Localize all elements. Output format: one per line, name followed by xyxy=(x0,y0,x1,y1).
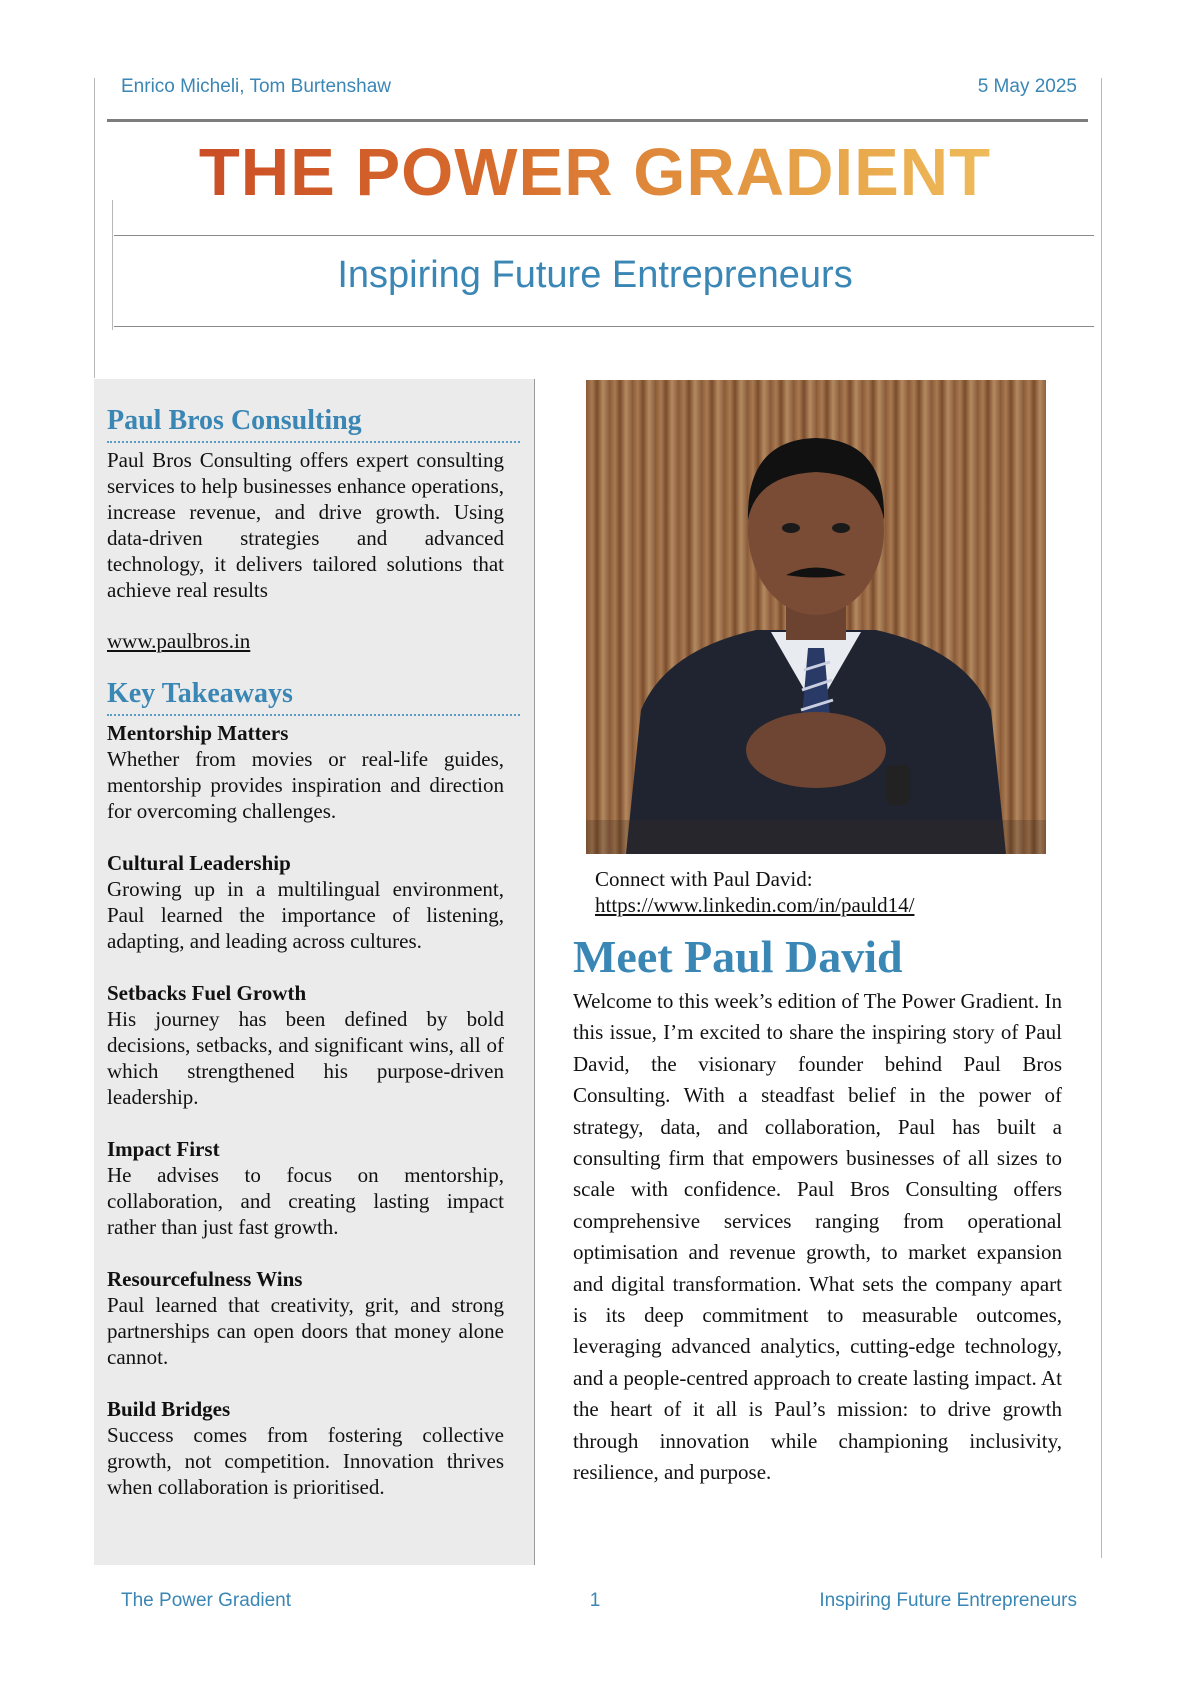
takeaway-title: Mentorship Matters xyxy=(107,721,289,745)
takeaway-title: Setbacks Fuel Growth xyxy=(107,981,307,1005)
takeaway-item xyxy=(107,720,504,824)
takeaway-text: Whether from movies or real-life guides, mentorship provides inspiration and direction for overcoming challenges. xyxy=(107,747,504,823)
takeaway-item xyxy=(107,1396,504,1500)
takeaway-text: Paul learned that creativity, grit, and strong partnerships can open doors that money alone cannot. xyxy=(107,1293,504,1369)
sidebar xyxy=(94,379,535,1565)
takeaways-heading: Key Takeaways xyxy=(107,678,293,709)
footer-left: The Power Gradient xyxy=(121,1590,292,1611)
header-authors: Enrico Micheli, Tom Burtenshaw xyxy=(121,76,391,97)
connect-label: Connect with Paul David: xyxy=(595,867,813,891)
subtitle-rule-bottom xyxy=(114,326,1094,327)
takeaway-title: Resourcefulness Wins xyxy=(107,1267,303,1291)
header-rule xyxy=(107,119,1088,122)
takeaway-item xyxy=(107,850,504,954)
takeaway-text: His journey has been defined by bold decisions, setbacks, and significant wins, all of which strengthened his purpose-driven leadership. xyxy=(107,1007,504,1109)
page-subtitle: Inspiring Future Entrepreneurs xyxy=(337,254,853,296)
takeaway-item xyxy=(107,1136,504,1240)
article-body: Welcome to this week’s edition of The Power Gradient. In this issue, I’m excited to share the inspiring story of Paul David, the visionary founder behind Paul Bros Consulting. With a steadfast belief in the power of strategy, data, and collaboration, Paul has built a consulting firm that empowers businesses of all sizes to scale with confidence. Paul Bros Consulting offers comprehensive services ranging from operational optimisation and revenue growth, to market expansion and digital transformation. What sets the company apart is its deep commitment to measurable outcomes, leveraging advanced analytics, cutting-edge technology, and a people-centred approach to create lasting impact. At the heart of it all is Paul’s mission: to drive growth through innovation while championing inclusivity, resilience, and purpose. xyxy=(573,989,1062,1485)
takeaway-item xyxy=(107,1266,504,1370)
masthead-title: THE POWER GRADIENT xyxy=(0,130,1190,216)
portrait-illustration xyxy=(586,380,1046,854)
article-title: Meet Paul David xyxy=(573,931,903,982)
takeaway-title: Impact First xyxy=(107,1137,220,1161)
header-date: 5 May 2025 xyxy=(977,76,1077,97)
takeaway-title: Cultural Leadership xyxy=(107,851,291,875)
takeaway-title: Build Bridges xyxy=(107,1397,231,1421)
portrait-photo xyxy=(586,380,1046,854)
company-description: Paul Bros Consulting offers expert consulting services to help businesses enhance operations, increase revenue, and drive growth. Using data-driven strategies and advanced technology, it delivers tailored solutions that achieve real results xyxy=(107,448,504,602)
takeaway-text: He advises to focus on mentorship, collaboration, and creating lasting impact rather than just fast growth. xyxy=(107,1163,504,1239)
masthead-rule-bottom xyxy=(114,235,1094,236)
takeaway-text: Growing up in a multilingual environment, Paul learned the importance of listening, adapting, and leading across cultures. xyxy=(107,877,504,953)
page-number: 1 xyxy=(589,1590,601,1611)
company-heading: Paul Bros Consulting xyxy=(107,405,362,436)
page-frame-left xyxy=(94,78,95,378)
linkedin-link[interactable]: https://www.linkedin.com/in/pauld14/ xyxy=(595,893,915,917)
page-frame-right xyxy=(1101,78,1102,1558)
divider xyxy=(107,441,520,443)
divider xyxy=(107,714,520,716)
company-website-link[interactable]: www.paulbros.in xyxy=(107,629,251,653)
takeaway-item xyxy=(107,980,504,1110)
connect-block xyxy=(595,866,914,918)
takeaway-text: Success comes from fostering collective growth, not competition. Innovation thrives when collaboration is prioritised. xyxy=(107,1423,504,1499)
footer-right: Inspiring Future Entrepreneurs xyxy=(819,1590,1077,1611)
